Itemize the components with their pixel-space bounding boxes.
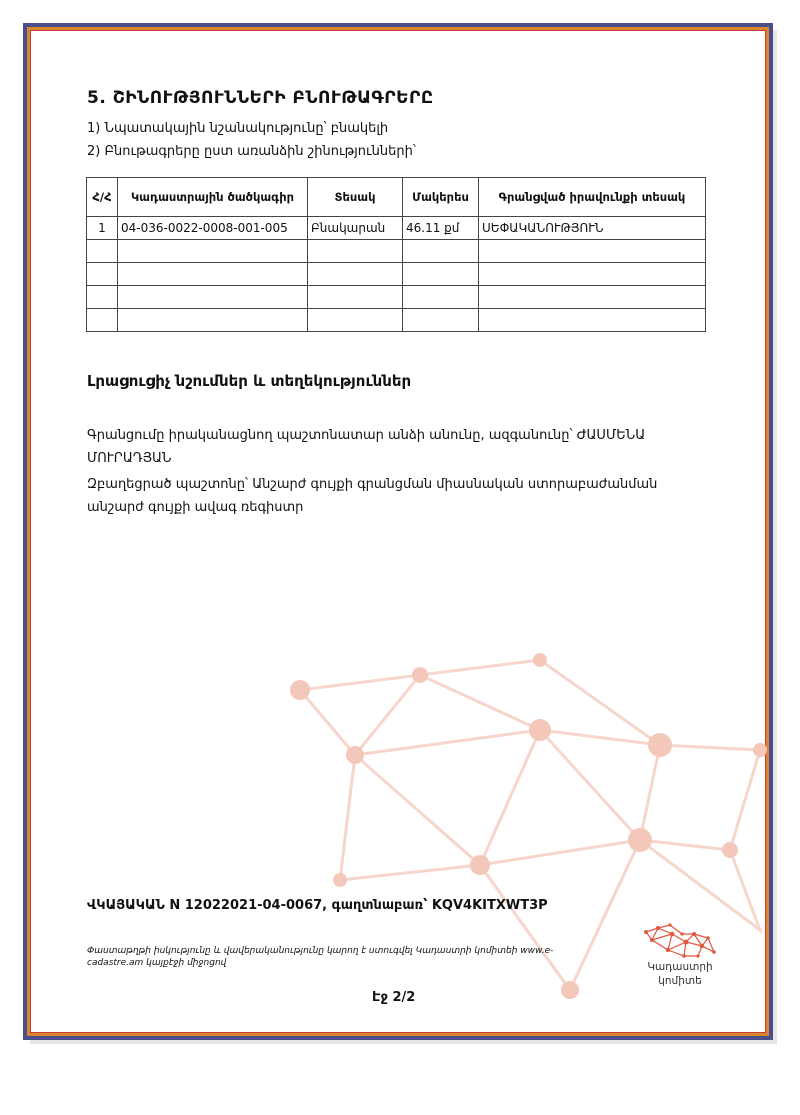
cell-right-type [479,263,706,286]
cadastre-logo-icon [642,922,718,960]
cadastre-logo [640,922,720,988]
cell-number: 1 [87,217,118,240]
cell-cadastral-code [118,286,308,309]
cell-type [308,240,403,263]
header-type: Տեսակ [308,178,403,217]
cell-number [87,263,118,286]
section-title: 5. ՇԻՆՈՒԹՅՈՒՆՆԵՐԻ ԲՆՈՒԹԱԳՐԵՐԸ [87,88,434,108]
cell-cadastral-code [118,263,308,286]
table-row [87,217,706,240]
buildings-table [86,177,706,332]
logo-text-line2: կոմիտե [658,975,702,987]
cell-area [403,263,479,286]
page-number: Էջ 2/2 [372,990,416,1005]
additional-notes-title: Լրացուցիչ նշումներ և տեղեկություններ [87,372,412,390]
cell-area [403,240,479,263]
cell-cadastral-code [118,240,308,263]
cell-right-type: ՍԵՓԱԿԱՆՈՒԹՅՈՒՆ [479,217,706,240]
cell-type [308,263,403,286]
cell-cadastral-code [118,309,308,332]
cell-area: 46.11 քմ [403,217,479,240]
cell-type: Բնակարան [308,217,403,240]
verification-note: Փաստաթղթի իսկությունը և վավերականությունը կարող է ստուգվել Կադաստրի կոմիտեի www.e-cadastre.am կայքէջի միջոցով [87,946,554,968]
table-row [87,286,706,309]
cell-type [308,309,403,332]
registrar-name: Գրանցումը իրականացնող պաշտոնատար անձի անունը, ազգանունը՝ ԺԱՍՄԵՆԱ ՄՈՒՐԱԴՅԱՆ [87,428,646,466]
purpose-line: 1) Նպատակային նշանակությունը՝ բնակելի [87,121,389,136]
cell-number [87,286,118,309]
header-area: Մակերես [403,178,479,217]
table-header-row [87,178,706,217]
table-row [87,263,706,286]
cell-right-type [479,286,706,309]
cell-area [403,286,479,309]
cell-right-type [479,309,706,332]
registrar-position: Զբաղեցրած պաշտոնը՝ Անշարժ գույքի գրանցման միասնական ստորաբաժանման անշարժ գույքի ավագ ռեգիստր [87,477,658,515]
cell-right-type [479,240,706,263]
certificate-number: ՎԿԱՅԱԿԱՆ N 12022021-04-0067, գաղտնաբառ՝ KQV4KITXWT3P [87,898,548,913]
page-shadow-bottom [30,1040,777,1044]
cell-type [308,286,403,309]
header-right-type: Գրանցված իրավունքի տեսակ [479,178,706,217]
table-row [87,309,706,332]
header-number: Հ/Հ [87,178,118,217]
cell-cadastral-code: 04-036-0022-0008-001-005 [118,217,308,240]
table-row [87,240,706,263]
cell-number [87,240,118,263]
cell-area [403,309,479,332]
cell-number [87,309,118,332]
characteristics-line: 2) Բնութագրերը ըստ առանձին շինությունների՝ [87,144,416,159]
logo-text-line1: Կադաստրի [647,961,713,973]
header-cadastral-code: Կադաստրային ծածկագիր [118,178,308,217]
